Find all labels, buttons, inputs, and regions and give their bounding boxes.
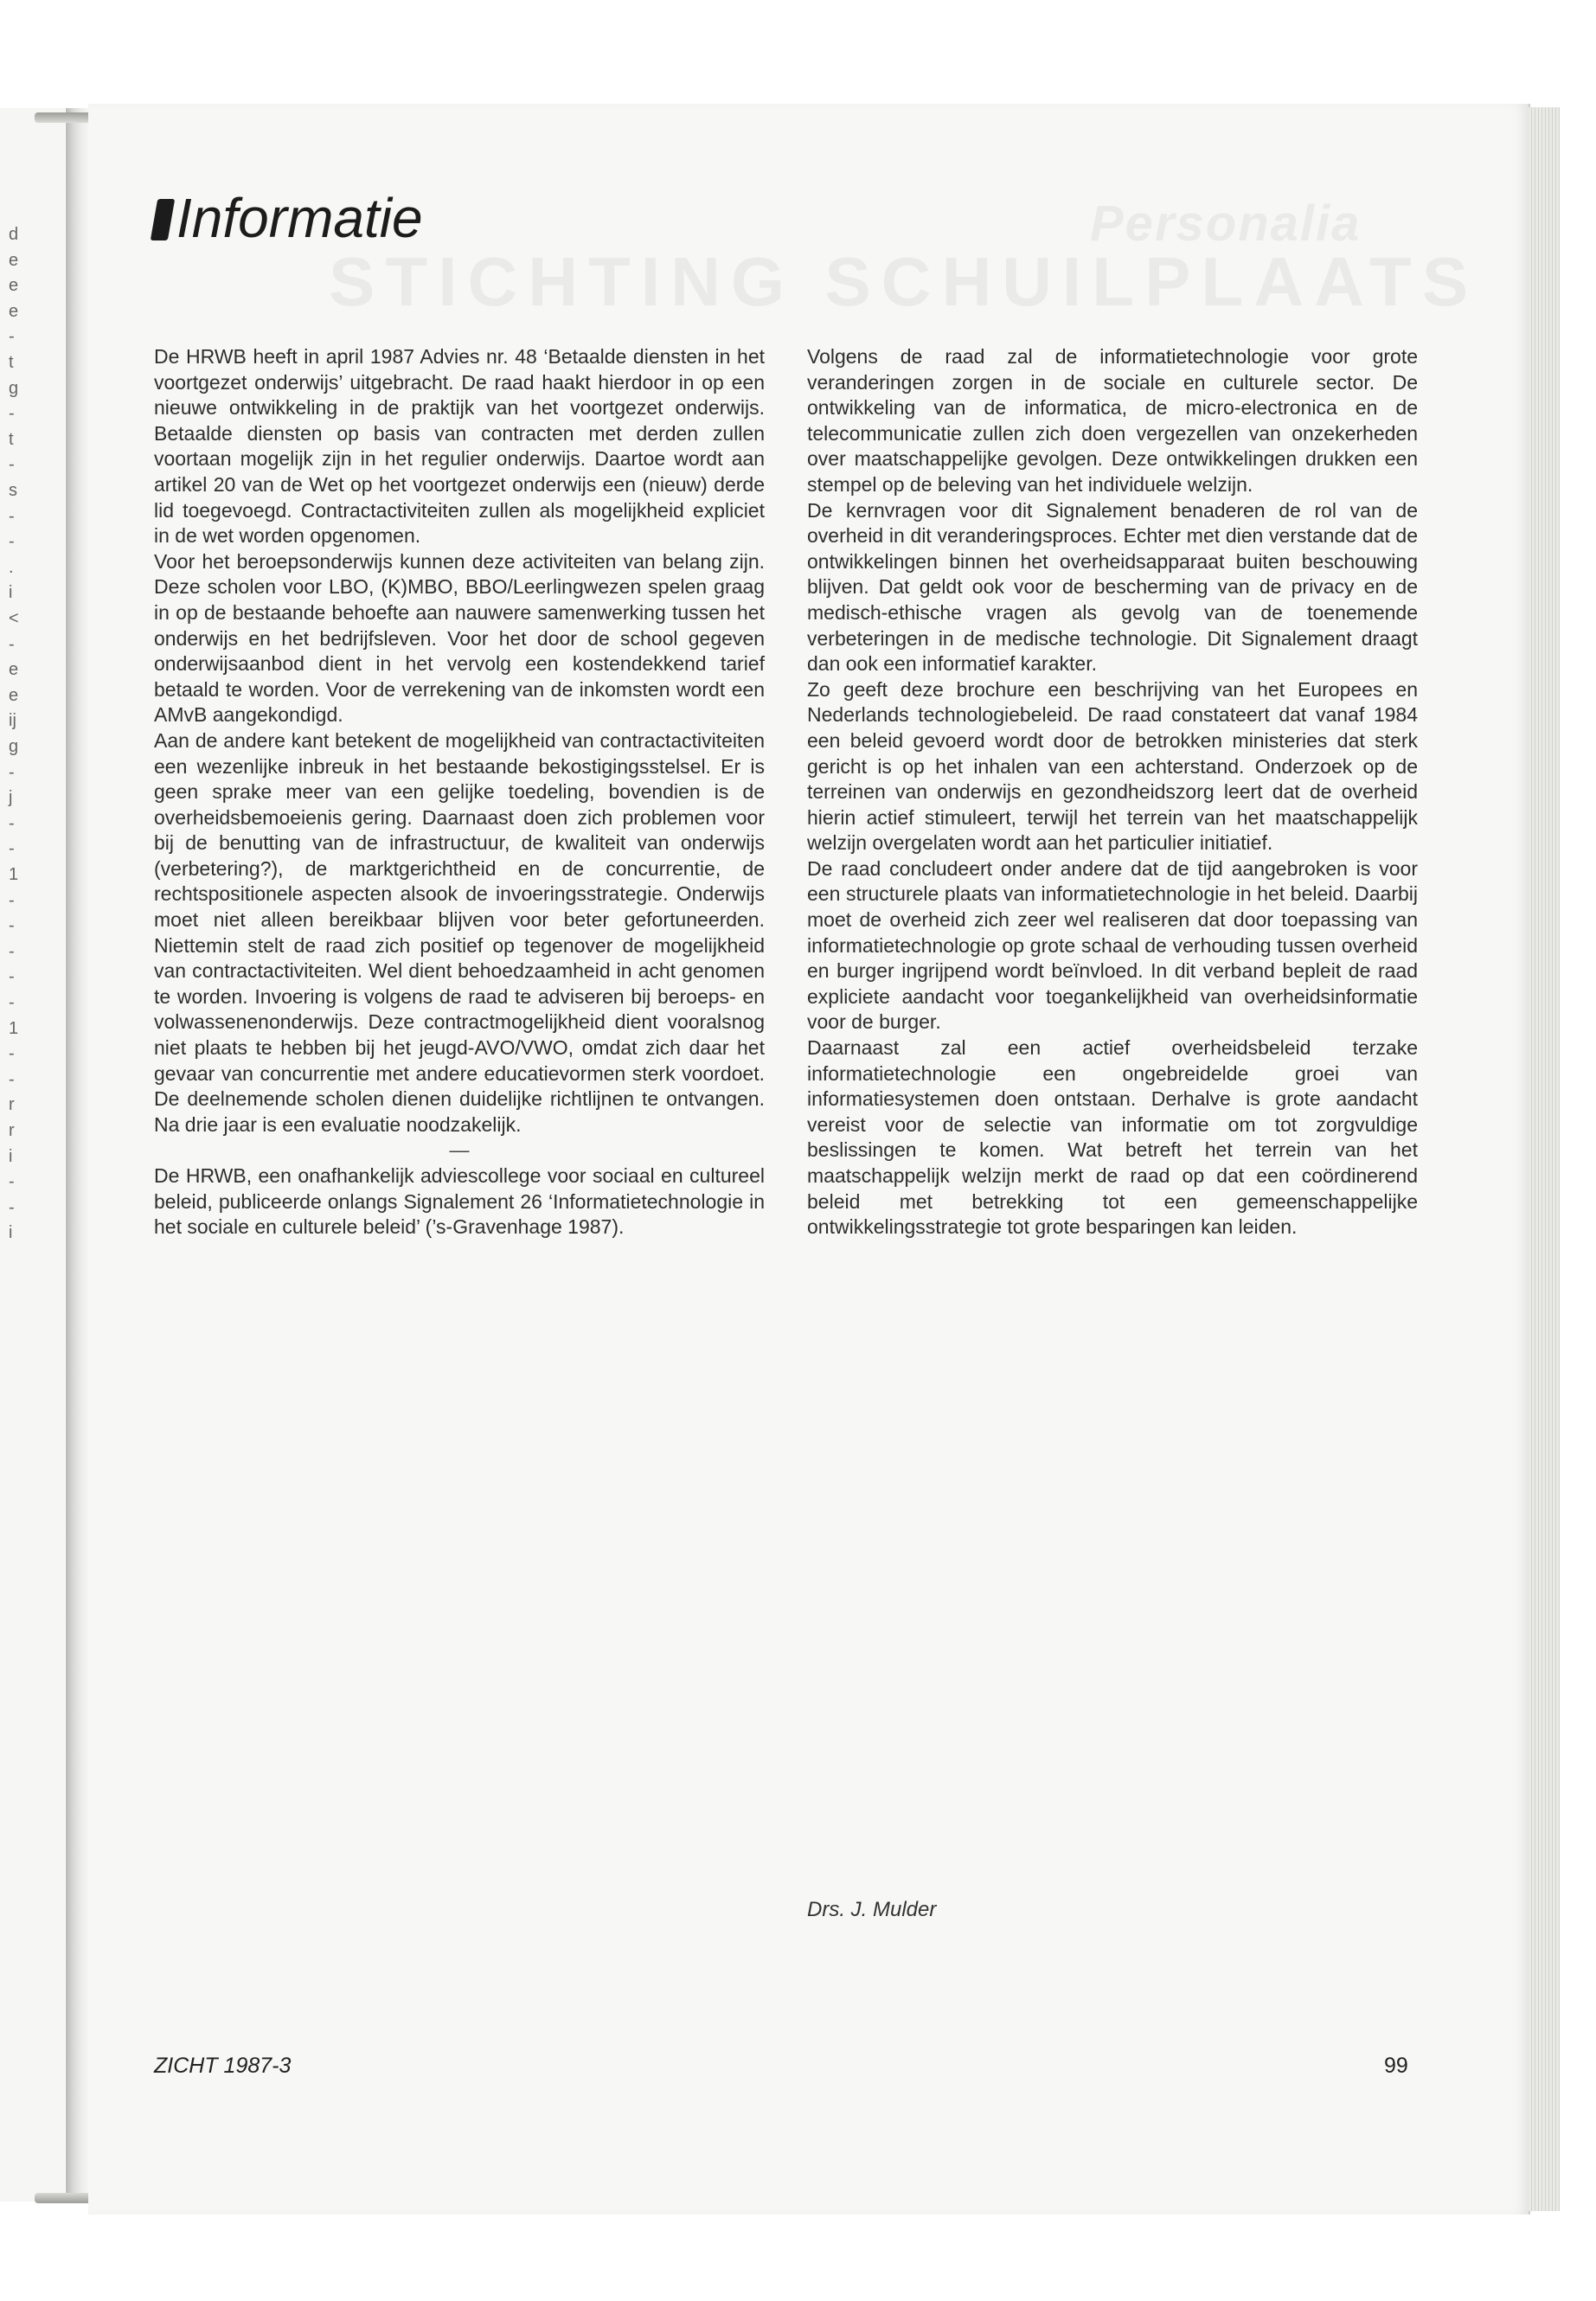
- show-through-banner: STICHTING SCHUILPLAATS: [329, 243, 1479, 320]
- facing-page-fragment: -: [9, 1069, 15, 1089]
- facing-page-fragment: i: [9, 1146, 13, 1166]
- paragraph: Volgens de raad zal de informatietechnologie voor grote veranderingen zorgen in de sociale en culturele sector. De ontwikkeling van de informatica, de micro-electronica en de telecommunicatie zullen zich doen vergezellen van onzekerheden over maatschappelijke gevolgen. Deze ontwikkelingen drukken een stempel op de beleving van het individuele welzijn.: [807, 345, 1418, 496]
- facing-page-fragment: -: [9, 1197, 15, 1217]
- facing-page-fragment: -: [9, 762, 15, 782]
- facing-page-fragment: ij: [9, 711, 16, 731]
- page-stack-edge: [1529, 107, 1560, 2211]
- facing-page-fragment: -: [9, 890, 15, 910]
- facing-page-fragment: j: [9, 788, 13, 808]
- facing-page-fragment: e: [9, 250, 19, 270]
- paragraph: Voor het beroepsonderwijs kunnen deze activiteiten van belang zijn. Deze scholen voor LBO, (K)MBO, BBO/Leerlingwezen spelen graag in op de bestaande behoefte aan nauwere samenwerking tussen het onderwijs en het bedrijfsleven. Voor het door de school gegeven onderwijsaanbod dient in het vervolg een kostendekkend tarief betaald te worden. Voor de verrekening van de inkomsten wordt een AMvB aangekondigd.: [154, 549, 765, 727]
- page-title: [154, 186, 423, 250]
- paragraph: De kernvragen voor dit Signalement benaderen de rol van de overheid in dit veranderingsproces. Echter met dien verstande dat de ontwikkelingen binnen het overheidsapparaat buiten beschouwing blijven. Dat geldt ook voor de bescherming van de privacy en de medisch-ethische vragen als gevolg van de toenemende verbeteringen in de medische technologie. Dit Signalement draagt dan ook een informatief karakter.: [807, 498, 1418, 676]
- paragraph: De raad concludeert onder andere dat de tijd aangebroken is voor een structurele plaats van informatietechnologie in het beleid. Daarbij moet de overheid zich zeer wel realiseren dat door toepassing van informatietechnologie op grote schaal de verhouding tussen overheid en burger ingrijpend wordt beïnvloed. In dit verband bepleit de raad expliciete aandacht voor toegankelijkheid van overheidsinformatie voor de burger.: [807, 856, 1418, 1034]
- facing-page-fragment: e: [9, 660, 19, 680]
- closing-paragraph: De HRWB, een onafhankelijk adviescollege voor sociaal en cultureel beleid, publiceerde onlangs Signalement 26 ‘Informatietechnologie in het sociale en culturele beleid’ (’s-Gravenhage 1987).: [154, 1164, 765, 1239]
- facing-page-fragment: t: [9, 353, 14, 372]
- facing-page-fragment: -: [9, 634, 15, 654]
- paragraph: Aan de andere kant betekent de mogelijkheid van contractactiviteiten een wezenlijke inbreuk in het bestaande bekostigingsstelsel. Er is geen sprake meer van een gelijke toedeling, bovendien is de overheidsbemoeienis gering. Daarnaast doen zich problemen voor bij de benutting van de infrastructuur, de kwaliteit van onderwijs (verbetering?), de marktgerichtheid en de concurrentie, de rechtspositionele aspecten alsook de invoeringsstrategie. Onderwijs moet niet alleen bereikbaar blijven voor beter gefortuneerden. Niettemin stelt de raad zich positief op tegenover de mogelijkheid van contractactiviteiten. Wel dient behoedzaamheid in acht genomen te worden. Invoering is volgens de raad te adviseren bij beroeps- en volwassenenonderwijs. Deze contractmogelijkheid dient vooralsnog niet plaats te hebben bij het jeugd-AVO/VWO, omdat zich daar het gevaar van concurrentie met andere educatievormen sterk voordoet. De deelnemende scholen dienen duidelijke richtlijnen te ontvangen. Na drie jaar is een evaluatie noodzakelijk.: [154, 728, 765, 1136]
- facing-page-fragment: d: [9, 225, 19, 244]
- facing-page-fragment: 1: [9, 865, 19, 884]
- facing-page-fragment: e: [9, 685, 19, 705]
- facing-page-fragment: -: [9, 813, 15, 833]
- show-through-heading: Personalia: [1090, 195, 1362, 252]
- facing-page-fragment: -: [9, 532, 15, 552]
- facing-page-fragment: t: [9, 429, 14, 449]
- right-column: [807, 344, 1418, 1240]
- facing-page-fragment: .: [9, 557, 14, 577]
- facing-page-fragment: -: [9, 839, 15, 859]
- facing-page-fragment: -: [9, 1044, 15, 1064]
- facing-page-fragment: r: [9, 1121, 15, 1140]
- facing-page-fragment: -: [9, 1172, 15, 1192]
- facing-page: [0, 108, 65, 2202]
- book-spine: [66, 108, 88, 2202]
- author-signature: Drs. J. Mulder: [807, 1898, 937, 1921]
- facing-page-fragment: s: [9, 481, 17, 500]
- facing-page-fragment: e: [9, 276, 19, 296]
- facing-page-fragment: -: [9, 916, 15, 936]
- facing-page-fragment: g: [9, 737, 19, 756]
- facing-page-fragment: -: [9, 993, 15, 1012]
- facing-page-fragment: r: [9, 1095, 15, 1115]
- facing-page-fragment: i: [9, 1223, 13, 1243]
- facing-page-fragment: i: [9, 583, 13, 603]
- facing-page-fragment: -: [9, 506, 15, 526]
- facing-page-fragment: -: [9, 327, 15, 347]
- footer-journal: ZICHT 1987-3: [154, 2054, 292, 2078]
- section-separator: —: [449, 1138, 470, 1162]
- paragraph: Zo geeft deze brochure een beschrijving van het Europees en Nederlands technologiebeleid. De raad constateert dat vanaf 1984 een beleid gevoerd wordt door de betrokken ministeries dat sterk gericht is op het inhalen van een achterstand. Onderzoek op de terreinen van onderwijs en gezondheidszorg leert dat de overheid hierin actief stimuleert, terwijl het terrein van het maatschappelijk welzijn overgelaten wordt aan het particulier initiatief.: [807, 677, 1418, 855]
- facing-page-fragment: -: [9, 967, 15, 987]
- paragraph: Daarnaast zal een actief overheidsbeleid terzake informatietechnologie een ongebreidelde groei van informatiesystemen doen ontstaan. Derhalve is grote aandacht vereist voor de selectie van informatie om tot zorgvuldige beslissingen te komen. Wat betreft het terrein van het maatschappelijk welzijn merkt de raad op dat een coördinerend beleid met betrekking tot een gemeenschappelijke ontwikkelingsstrategie tot grote besparingen kan leiden.: [807, 1036, 1418, 1239]
- facing-page-fragment: <: [9, 609, 19, 628]
- paragraph: De HRWB heeft in april 1987 Advies nr. 48 ‘Betaalde diensten in het voortgezet onderwijs’ uitgebracht. De raad haakt hierdoor in op een nieuwe ontwikkeling in de praktijk van het voortgezet onderwijs. Betaalde diensten op basis van contracten met derden zullen voortaan mogelijk zijn in het regulier onderwijs. Daartoe wordt aan artikel 20 van de Wet op het voortgezet onderwijs een (nieuw) derde lid toegevoegd. Contractactiviteiten zullen als mogelijkheid expliciet in de wet worden opgenomen.: [154, 345, 765, 548]
- facing-page-fragment: -: [9, 455, 15, 475]
- facing-page-fragment: -: [9, 404, 15, 424]
- title-initial-mark: [151, 199, 175, 240]
- facing-page-fragment: g: [9, 378, 19, 398]
- facing-page-fragment: -: [9, 941, 15, 961]
- page-number: 99: [1384, 2054, 1408, 2078]
- facing-page-fragment: e: [9, 301, 19, 321]
- left-column: [154, 344, 765, 1240]
- page-title-text: Informatie: [176, 187, 423, 249]
- facing-page-fragment: 1: [9, 1018, 19, 1038]
